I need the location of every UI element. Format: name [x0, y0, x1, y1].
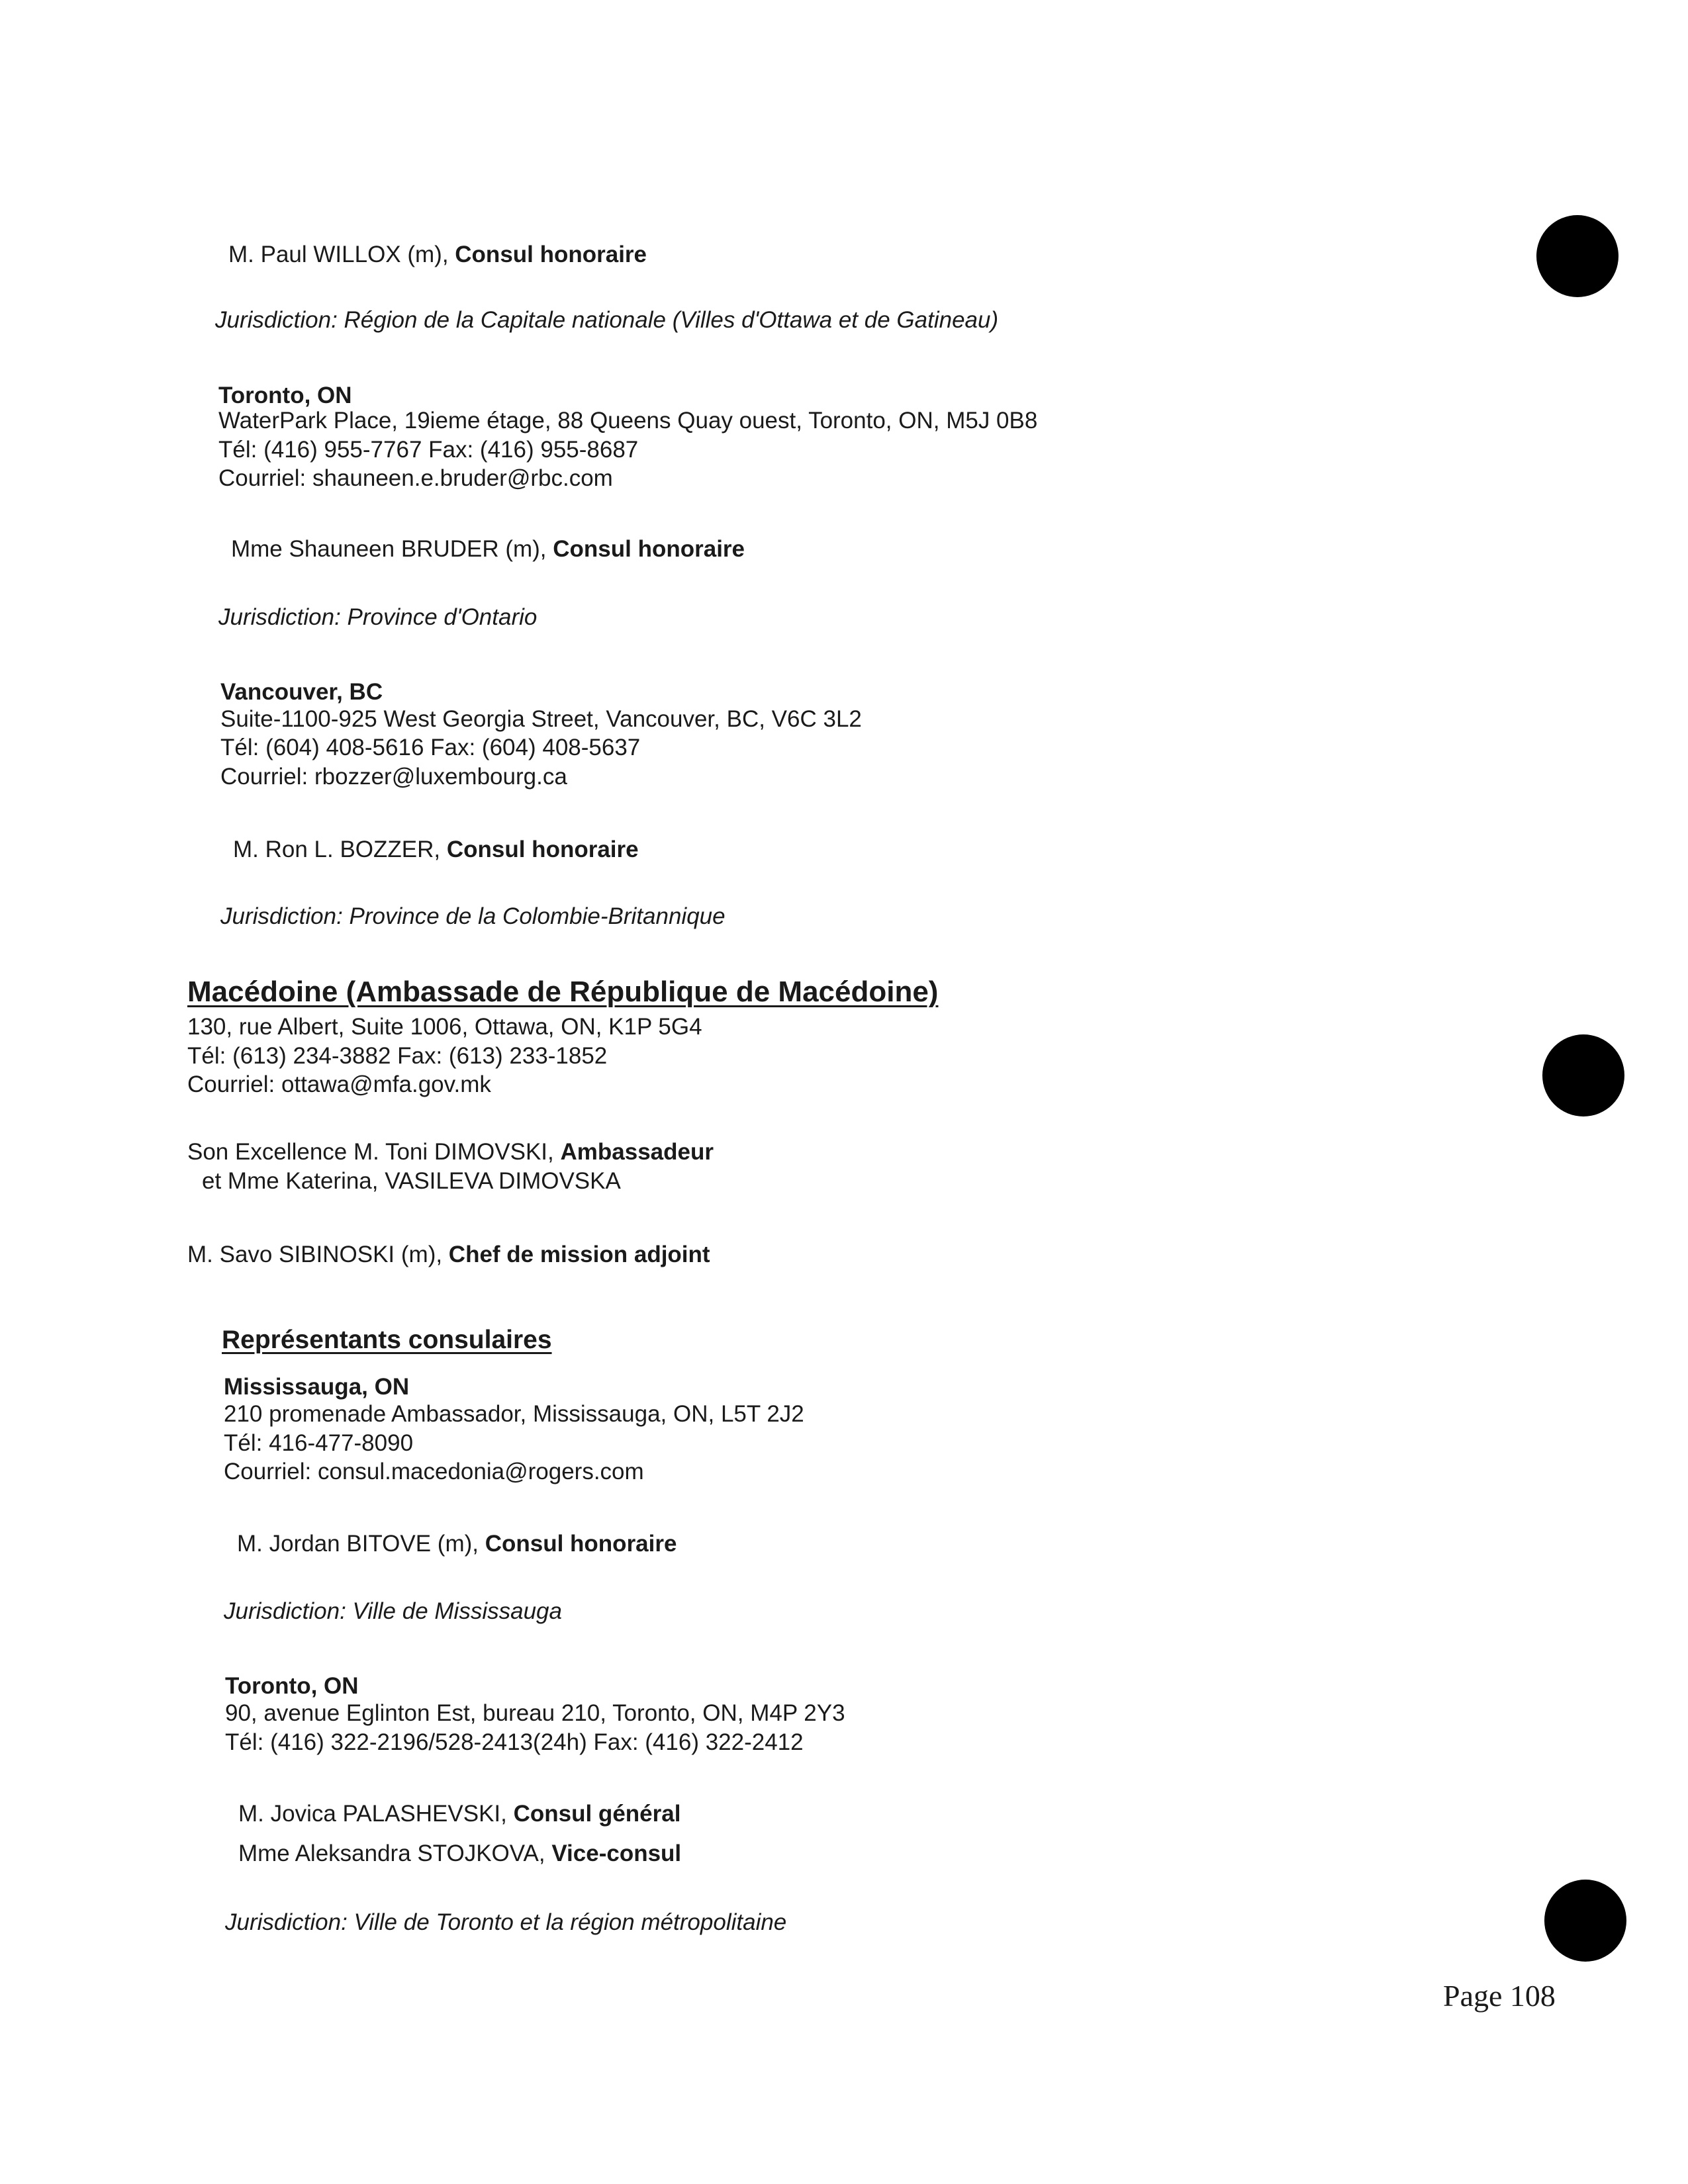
ambassador-spouse: et Mme Katerina, VASILEVA DIMOVSKA — [202, 1168, 621, 1194]
jurisdiction-value: Région de la Capitale nationale (Villes d'Ottawa et de Gatineau) — [337, 307, 999, 333]
person-name: Son Excellence M. Toni DIMOVSKI, — [187, 1139, 561, 1165]
person-name: Mme Aleksandra STOJKOVA, — [238, 1841, 552, 1866]
punch-hole-top — [1536, 215, 1618, 297]
jurisdiction-label: Jurisdiction: — [225, 1909, 348, 1935]
jurisdiction-willox — [215, 306, 998, 334]
city-mississauga: Mississauga, ON — [224, 1374, 410, 1400]
jurisdiction-label: Jurisdiction: — [224, 1598, 346, 1624]
jurisdiction-bozzer — [220, 903, 726, 931]
address: WaterPark Place, 19ieme étage, 88 Queens Quay ouest, Toronto, ON, M5J 0B8 — [218, 408, 1038, 433]
person-name: M. Ron L. BOZZER, — [233, 837, 447, 862]
person-name: M. Paul WILLOX (m), — [228, 242, 455, 267]
jurisdiction-label: Jurisdiction: — [220, 903, 343, 929]
punch-hole-middle — [1542, 1034, 1624, 1116]
email: Courriel: ottawa@mfa.gov.mk — [187, 1071, 491, 1097]
jurisdiction-bruder — [218, 604, 537, 631]
country-heading: Macédoine (Ambassade de République de Macédoine) — [187, 976, 939, 1008]
page-number: Page 108 — [1443, 1979, 1556, 2013]
jurisdiction-value: Ville de Toronto et la région métropolitaine — [347, 1909, 787, 1935]
jurisdiction-toronto — [225, 1909, 786, 1936]
person-title: Consul général — [513, 1801, 681, 1827]
city-toronto: Toronto, ON — [225, 1673, 359, 1699]
ambassador — [187, 1138, 714, 1166]
phone-fax: Tél: (416) 322-2196/528-2413(24h) Fax: (416) 322-2412 — [225, 1729, 804, 1755]
address: 210 promenade Ambassador, Mississauga, ON, L5T 2J2 — [224, 1401, 804, 1427]
phone-fax: Tél: (613) 234-3882 Fax: (613) 233-1852 — [187, 1043, 608, 1069]
jurisdiction-label: Jurisdiction: — [215, 307, 338, 333]
person-title: Consul honoraire — [553, 536, 745, 562]
city-toronto: Toronto, ON — [218, 383, 352, 408]
punch-hole-bottom — [1544, 1880, 1626, 1962]
person-title: Chef de mission adjoint — [448, 1242, 710, 1267]
person-title: Ambassadeur — [560, 1139, 714, 1165]
jurisdiction-label: Jurisdiction: — [218, 604, 341, 630]
consul-bozzer — [233, 836, 639, 864]
person-name: M. Savo SIBINOSKI (m), — [187, 1242, 449, 1267]
address: 90, avenue Eglinton Est, bureau 210, Toronto, ON, M4P 2Y3 — [225, 1700, 845, 1726]
address: Suite-1100-925 West Georgia Street, Vancouver, BC, V6C 3L2 — [220, 706, 862, 732]
phone-fax: Tél: (604) 408-5616 Fax: (604) 408-5637 — [220, 735, 641, 760]
vice-consul — [238, 1840, 681, 1868]
email: Courriel: consul.macedonia@rogers.com — [224, 1459, 644, 1484]
consul-general — [238, 1800, 680, 1828]
deputy-head — [187, 1241, 710, 1269]
person-title: Vice-consul — [551, 1841, 682, 1866]
person-title: Consul honoraire — [485, 1531, 677, 1557]
consul-willox — [228, 241, 647, 269]
jurisdiction-value: Ville de Mississauga — [346, 1598, 562, 1624]
consul-bruder — [231, 535, 745, 563]
city-vancouver: Vancouver, BC — [220, 679, 383, 705]
email: Courriel: rbozzer@luxembourg.ca — [220, 764, 567, 790]
jurisdiction-value: Province de la Colombie-Britannique — [342, 903, 726, 929]
address: 130, rue Albert, Suite 1006, Ottawa, ON, K1P 5G4 — [187, 1014, 702, 1040]
person-title: Consul honoraire — [455, 242, 647, 267]
person-name: Mme Shauneen BRUDER (m), — [231, 536, 553, 562]
person-title: Consul honoraire — [446, 837, 639, 862]
jurisdiction-bitove — [224, 1598, 562, 1625]
phone: Tél: 416-477-8090 — [224, 1430, 414, 1456]
email: Courriel: shauneen.e.bruder@rbc.com — [218, 465, 613, 491]
consular-heading: Représentants consulaires — [222, 1326, 552, 1354]
jurisdiction-value: Province d'Ontario — [340, 604, 538, 630]
phone-fax: Tél: (416) 955-7767 Fax: (416) 955-8687 — [218, 437, 639, 463]
person-name: M. Jovica PALASHEVSKI, — [238, 1801, 514, 1827]
consul-bitove — [237, 1530, 677, 1558]
person-name: M. Jordan BITOVE (m), — [237, 1531, 485, 1557]
